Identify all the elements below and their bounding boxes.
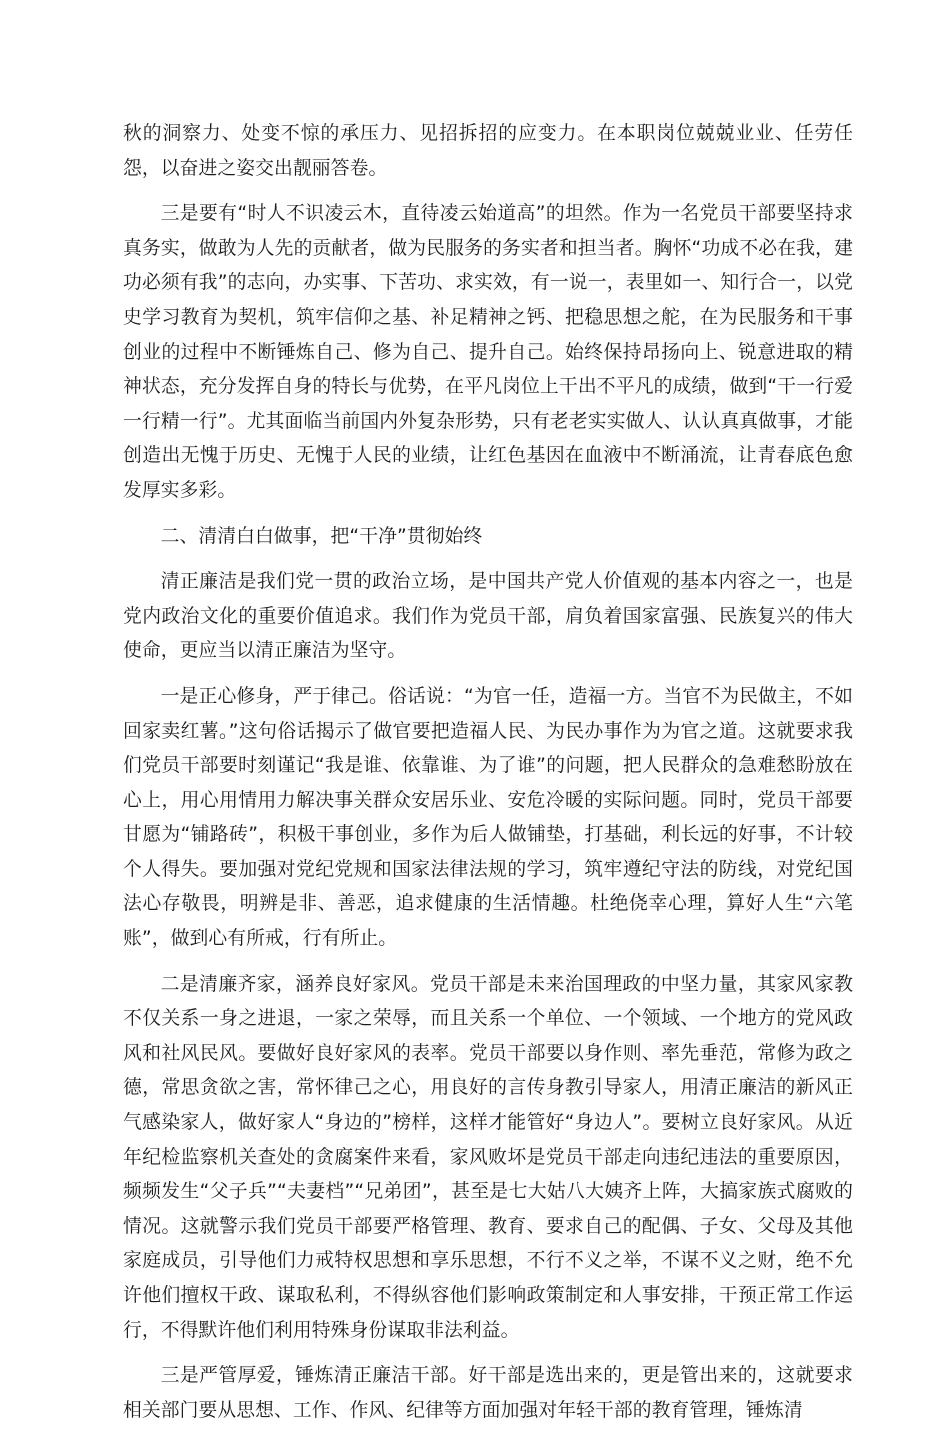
paragraph-continuation: 秋的洞察力、处变不惊的承压力、见招拆招的应变力。在本职岗位兢兢业业、任劳任怨，以奋进之姿交出靓丽答卷。 <box>123 123 853 179</box>
paragraph-point-three-strict-management: 三是严管厚爱，锤炼清正廉洁干部。好干部是选出来的，更是管出来的，这就要求相关部门要从思想、工作、作风、纪律等方面加强对年轻干部的教育管理，锤炼清 <box>123 1365 853 1421</box>
paragraph-point-one-self-discipline: 一是正心修身，严于律己。俗话说：“为官一任，造福一方。当官不为民做主，不如回家卖红薯。”这句俗话揭示了做官要把造福人民、为民办事作为为官之道。这就要求我们党员干部要时刻谨记“我是谁、依靠谁、为了谁”的问题，把人民群众的急难愁盼放在心上，用心用情用力解决事关群众安居乐业、安危冷暖的实际问题。同时，党员干部要甘愿为“铺路砖”，积极干事创业，多作为后人做铺垫，打基础，利长远的好事，不计较个人得失。要加强对党纪党规和国家法律法规的学习，筑牢遵纪守法的防线，对党纪国法心存敬畏，明辨是非、善恶，追求健康的生活情趣。杜绝侥幸心理，算好人生“六笔账”，做到心有所戒，行有所止。 <box>123 685 853 950</box>
paragraph-integrity-intro: 清正廉洁是我们党一贯的政治立场，是中国共产党人价值观的基本内容之一，也是党内政治文化的重要价值追求。我们作为党员干部，肩负着国家富强、民族复兴的伟大使命，更应当以清正廉洁为坚守。 <box>123 571 853 662</box>
paragraph-point-three-composure: 三是要有“时人不识凌云木，直待凌云始道高”的坦然。作为一名党员干部要坚持求真务实，做敢为人先的贡献者，做为民服务的务实者和担当者。胸怀“功成不必在我，建功必须有我”的志向，办实事、下苦功、求实效，有一说一，表里如一、知行合一，以党史学习教育为契机，筑牢信仰之基、补足精神之钙、把稳思想之舵，在为民服务和干事创业的过程中不断锤炼自己、修为自己、提升自己。始终保持昂扬向上、锐意进取的精神状态，充分发挥自身的特长与优势，在平凡岗位上干出不平凡的成绩，做到“干一行爱一行精一行”。尤其面临当前国内外复杂形势，只有老老实实做人、认认真真做事，才能创造出无愧于历史、无愧于人民的业绩，让红色基因在血液中不断涌流，让青春底色愈发厚实多彩。 <box>123 203 853 501</box>
section-heading-two: 二、清清白白做事，把“干净”贯彻始终 <box>160 525 483 547</box>
document-body <box>123 117 853 1439</box>
paragraph-point-two-family-style: 二是清廉齐家，涵养良好家风。党员干部是未来治国理政的中坚力量，其家风家教不仅关系一身之进退，一家之荣辱，而且关系一个单位、一个领域、一个地方的党风政风和社风民风。要做好良好家风的表率。党员干部要以身作则、率先垂范，常修为政之德，常思贪欲之害，常怀律己之心，用良好的言传身教引导家人，用清正廉洁的新风正气感染家人，做好家人“身边的”榜样，这样才能管好“身边人”。要树立良好家风。从近年纪检监察机关查处的贪腐案件来看，家风败坏是党员干部走向违纪违法的重要原因，频频发生“父子兵”“夫妻档”“兄弟团”，甚至是七大姑八大姨齐上阵，大搞家族式腐败的情况。这就警示我们党员干部要严格管理、教育、要求自己的配偶、子女、父母及其他家庭成员，引导他们力戒特权思想和享乐思想，不行不义之举，不谋不义之财，绝不允许他们擅权干政、谋取私利，不得纵容他们影响政策制定和人事安排，干预正常工作运行，不得默许他们利用特殊身份谋取非法利益。 <box>123 973 853 1341</box>
